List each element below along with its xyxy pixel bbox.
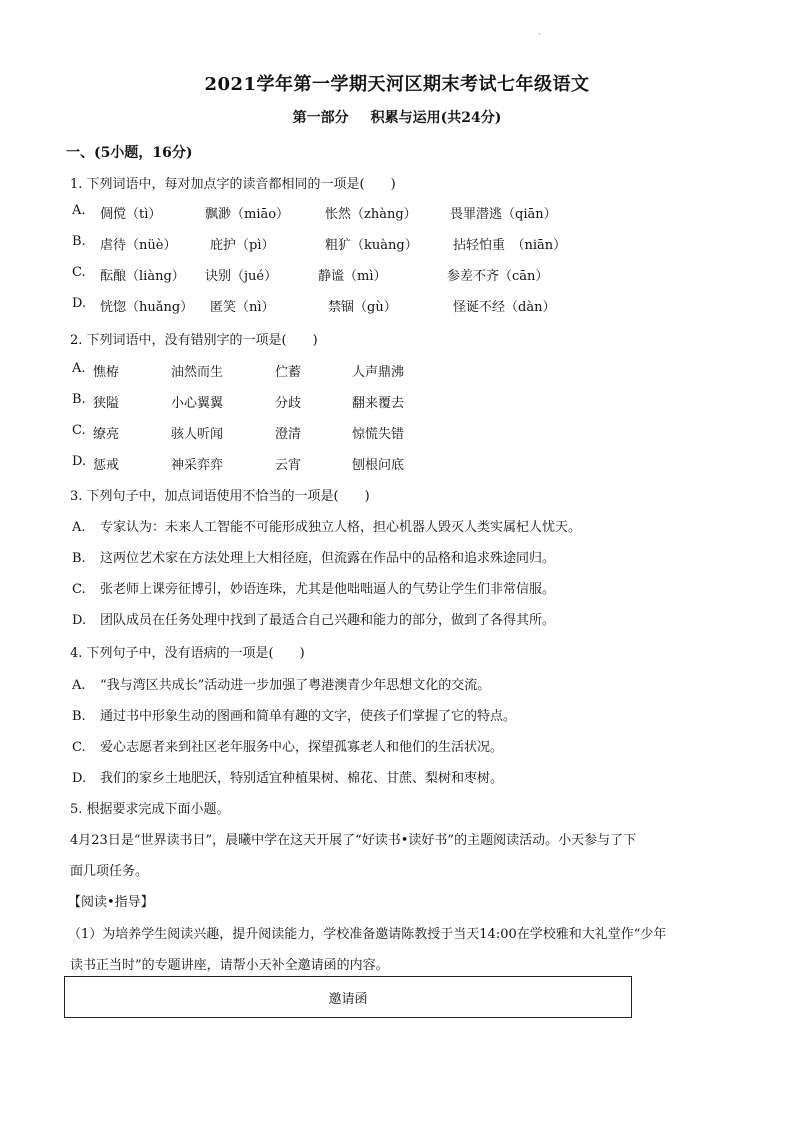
option-text: 专家认为：未来人工智能不可能形成独立人格，担心机器人毁灭人类实属杞人忧天。	[100, 520, 582, 535]
option-label: B.	[72, 709, 86, 724]
q1-d-item: 匿笑（nì）	[210, 300, 275, 315]
invitation-title: 邀请函	[328, 991, 368, 1007]
q4-option-c[interactable]	[72, 736, 503, 755]
q1-a-item: 畏罪潜逃（qiān）	[450, 207, 557, 222]
q1-c-item: 诀别（jué）	[205, 269, 278, 284]
q2-a-item: 油然而生	[171, 365, 224, 380]
q2-d-item: 惩戒	[93, 458, 120, 473]
section-heading: 一、(5小题，16分)	[66, 145, 193, 161]
option-text: “我与湾区共成长”活动进一步加强了粤港澳青少年思想文化的交流。	[100, 678, 491, 693]
option-label: C.	[72, 265, 86, 280]
q1-stem: 1. 下列词语中，每对加点字的读音都相同的一项是( )	[70, 177, 396, 192]
q2-c-item: 惊慌失错	[352, 427, 405, 442]
option-label: D.	[72, 771, 87, 786]
exam-title: 2021学年第一学期天河区期末考试七年级语文	[204, 74, 590, 95]
q2-a-item: 憔栫	[93, 365, 120, 380]
q1-c-item: 静谧（mì）	[318, 269, 387, 284]
q5-task1-cont: 读书正当时”的专题讲座，请帮小天补全邀请函的内容。	[70, 958, 389, 973]
q2-c-item: 缭亮	[93, 427, 120, 442]
q2-a-item: 人声鼎沸	[352, 365, 405, 380]
q1-b-item: 拈轻怕重 （niān）	[453, 238, 567, 253]
q1-d-item: 恍惚（huǎng）	[100, 300, 194, 315]
option-label: B.	[72, 392, 86, 407]
q1-option-b[interactable]	[72, 234, 100, 249]
q2-b-item: 翻来覆去	[352, 396, 405, 411]
option-text: 这两位艺术家在方法处理上大相径庭，但流露在作品中的品格和追求殊途同归。	[100, 551, 556, 566]
option-text: 团队成员在任务处理中找到了最适合自己兴趣和能力的部分，做到了各得其所。	[100, 613, 556, 628]
q1-option-d[interactable]	[72, 296, 100, 311]
q5-paragraph: 4月23日是“世界读书日”，晨曦中学在这天开展了“好读书•读好书”的主题阅读活动。小天参与了下	[70, 833, 637, 848]
option-text: 通过书中形象生动的图画和简单有趣的文字，使孩子们掌握了它的特点。	[100, 709, 517, 724]
q1-option-c[interactable]	[72, 265, 100, 280]
q2-c-item: 澄清	[275, 427, 302, 442]
q3-option-c[interactable]	[72, 578, 555, 597]
q2-d-item: 刨根问底	[352, 458, 405, 473]
q4-option-a[interactable]	[72, 674, 490, 693]
corner-mark: ·	[538, 30, 541, 39]
q1-a-item: 怅然（zhàng）	[325, 207, 417, 222]
option-label: D.	[72, 613, 87, 628]
q1-a-item: 飘渺（miāo）	[205, 207, 290, 222]
option-label: B.	[72, 234, 86, 249]
option-label: C.	[72, 423, 86, 438]
q5-task1: （1）为培养学生阅读兴趣，提升阅读能力，学校准备邀请陈教授于当天14:00在学校雅和大礼堂作“少年	[68, 927, 667, 942]
q1-a-item: 倜傥（tì）	[100, 207, 162, 222]
option-label: B.	[72, 551, 86, 566]
q2-d-item: 云宵	[275, 458, 302, 473]
q5-subheading: 【阅读•指导】	[68, 895, 154, 910]
q2-c-item: 骇人听闻	[171, 427, 224, 442]
q1-d-item: 禁锢（gù）	[328, 300, 397, 315]
q4-option-b[interactable]	[72, 705, 516, 724]
q1-c-item: 参差不齐（cān）	[447, 269, 549, 284]
q2-stem: 2. 下列词语中，没有错别字的一项是( )	[70, 333, 318, 348]
q3-option-d[interactable]	[72, 609, 555, 628]
option-label: A.	[72, 520, 86, 535]
q1-b-item: 粗犷（kuàng）	[325, 238, 418, 253]
option-label: D.	[72, 296, 87, 311]
q1-c-item: 酝酿（liàng）	[100, 269, 185, 284]
q3-option-b[interactable]	[72, 547, 555, 566]
option-text: 张老师上课旁征博引，妙语连珠，尤其是他咄咄逼人的气势让学生们非常信服。	[100, 582, 556, 597]
option-text: 我们的家乡土地肥沃，特别适宜种植果树、棉花、甘蔗、梨树和枣树。	[100, 771, 504, 786]
option-text: 爱心志愿者来到社区老年服务中心，探望孤寡老人和他们的生活状况。	[100, 740, 504, 755]
part-name: 第一部分	[292, 110, 349, 126]
part-heading	[0, 107, 794, 127]
q1-d-item: 怪诞不经（dàn）	[453, 300, 556, 315]
part-desc: 积累与运用(共24分)	[370, 110, 502, 126]
q2-b-item: 小心翼翼	[171, 396, 224, 411]
q1-b-item: 庇护（pì）	[210, 238, 275, 253]
q3-option-a[interactable]	[72, 516, 581, 535]
option-label: A.	[72, 361, 86, 376]
q2-d-item: 神采弈弈	[171, 458, 224, 473]
q5-stem: 5. 根据要求完成下面小题。	[70, 802, 230, 817]
q5-paragraph: 面几项任务。	[70, 864, 149, 879]
q4-stem: 4. 下列句子中，没有语病的一项是( )	[70, 646, 305, 661]
q2-b-item: 狭隘	[93, 396, 120, 411]
invitation-box[interactable]	[64, 976, 632, 1018]
option-label: A.	[72, 203, 86, 218]
q1-option-a[interactable]	[72, 203, 100, 218]
option-label: C.	[72, 740, 86, 755]
q4-option-d[interactable]	[72, 767, 503, 786]
q2-b-item: 分歧	[275, 396, 302, 411]
q2-a-item: 伫蓄	[275, 365, 302, 380]
option-label: C.	[72, 582, 86, 597]
q3-stem: 3. 下列句子中，加点词语使用不恰当的一项是( )	[70, 489, 370, 504]
q1-b-item: 虐待（nüè）	[100, 238, 177, 253]
option-label: D.	[72, 454, 87, 469]
option-label: A.	[72, 678, 86, 693]
